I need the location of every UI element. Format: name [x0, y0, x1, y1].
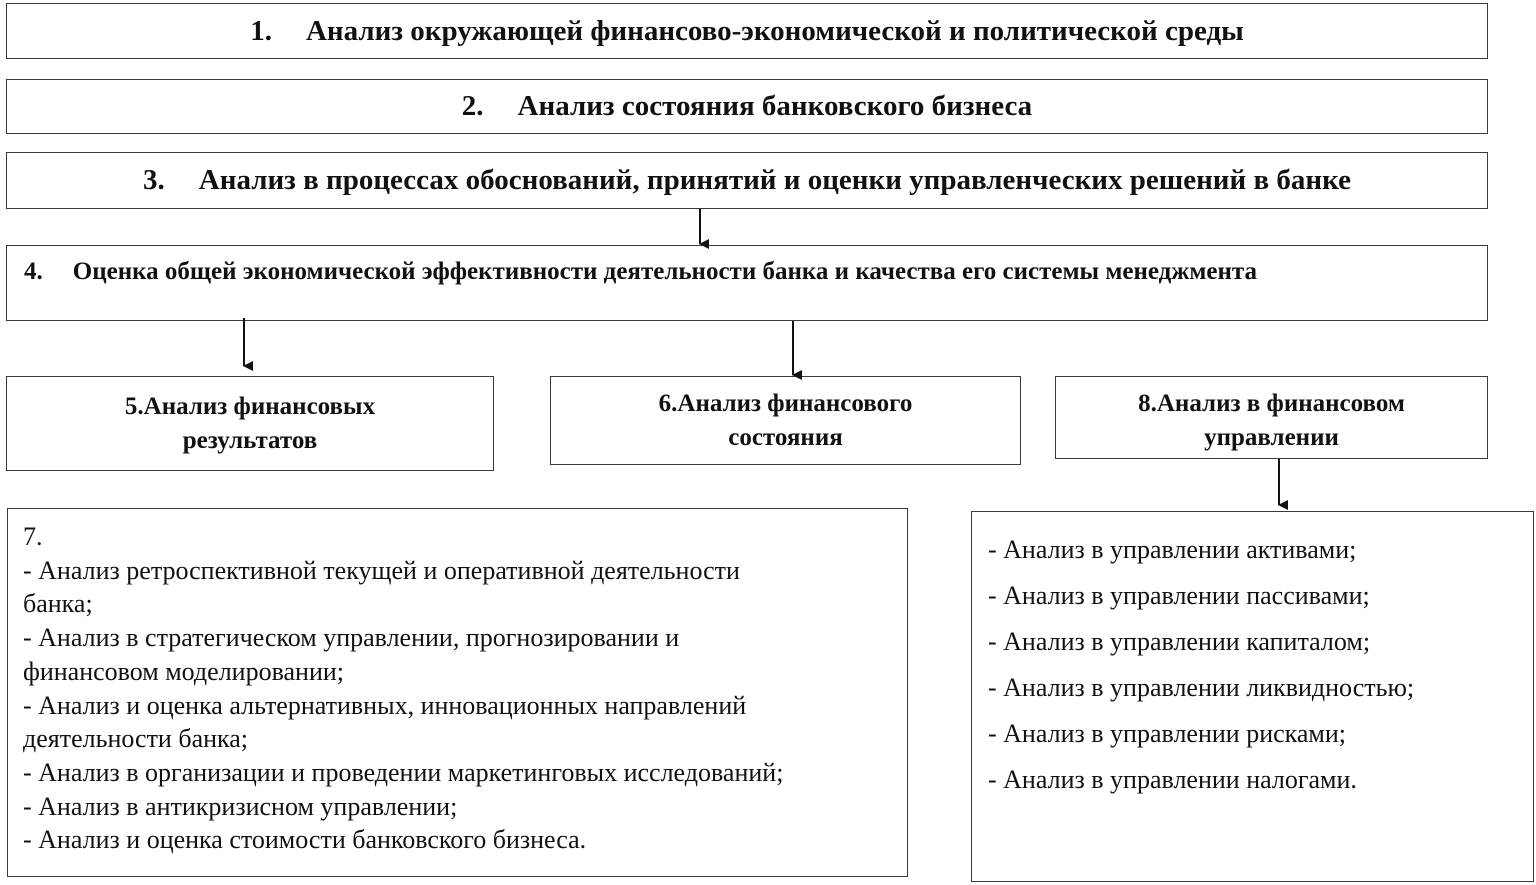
box-7-line: деятельности банка; — [23, 724, 249, 754]
box-6-line-1: 6.Анализ финансового — [658, 389, 913, 417]
box-7-line: - Анализ в антикризисном управлении; — [23, 791, 458, 821]
box-1-number: 1. — [250, 14, 272, 47]
box-7-line: - Анализ и оценка стоимости банковского бизнеса. — [23, 825, 587, 855]
box-5-line-2: результатов — [182, 426, 318, 454]
box-7-line: 7. — [23, 522, 43, 551]
box-7-line: - Анализ в организации и проведении маркетинговых исследований; — [23, 757, 784, 787]
management-area-item: - Анализ в управлении рисками; — [988, 719, 1347, 748]
box-4-text: Оценка общей экономической эффективности деятельности банка и качества его системы менеджмента — [72, 258, 1258, 285]
box-4-number: 4. — [24, 258, 43, 285]
box-7-line: финансовом моделировании; — [23, 656, 345, 686]
management-area-item: - Анализ в управлении налогами. — [988, 765, 1357, 794]
box-3-text: Анализ в процессах обоснований, принятий и оценки управленческих решений в банке — [198, 164, 1351, 196]
management-area-item: - Анализ в управлении активами; — [988, 535, 1357, 564]
box-7-line: банка; — [23, 589, 93, 619]
box-1-text: Анализ окружающей финансово-экономической и политической среды — [305, 14, 1244, 47]
box-7-line: - Анализ и оценка альтернативных, инновационных направлений — [23, 690, 747, 720]
box-2-text: Анализ состояния банковского бизнеса — [517, 90, 1033, 122]
box-7-line: - Анализ в стратегическом управлении, прогнозировании и — [23, 623, 680, 653]
box-5-line-1: 5.Анализ финансовых — [124, 392, 376, 420]
box-8-line-2: управлении — [1204, 424, 1339, 451]
management-area-item: - Анализ в управлении пассивами; — [988, 581, 1370, 610]
box-3-number: 3. — [143, 164, 165, 196]
box-8-line-1: 8.Анализ в финансовом — [1138, 390, 1405, 417]
box-6-line-2: состояния — [728, 423, 843, 451]
management-area-item: - Анализ в управлении капиталом; — [988, 627, 1371, 656]
box-7-line: - Анализ ретроспективной текущей и оперативной деятельности — [23, 555, 740, 585]
box-2-number: 2. — [461, 90, 484, 122]
management-area-item: - Анализ в управлении ликвидностью; — [988, 673, 1415, 702]
